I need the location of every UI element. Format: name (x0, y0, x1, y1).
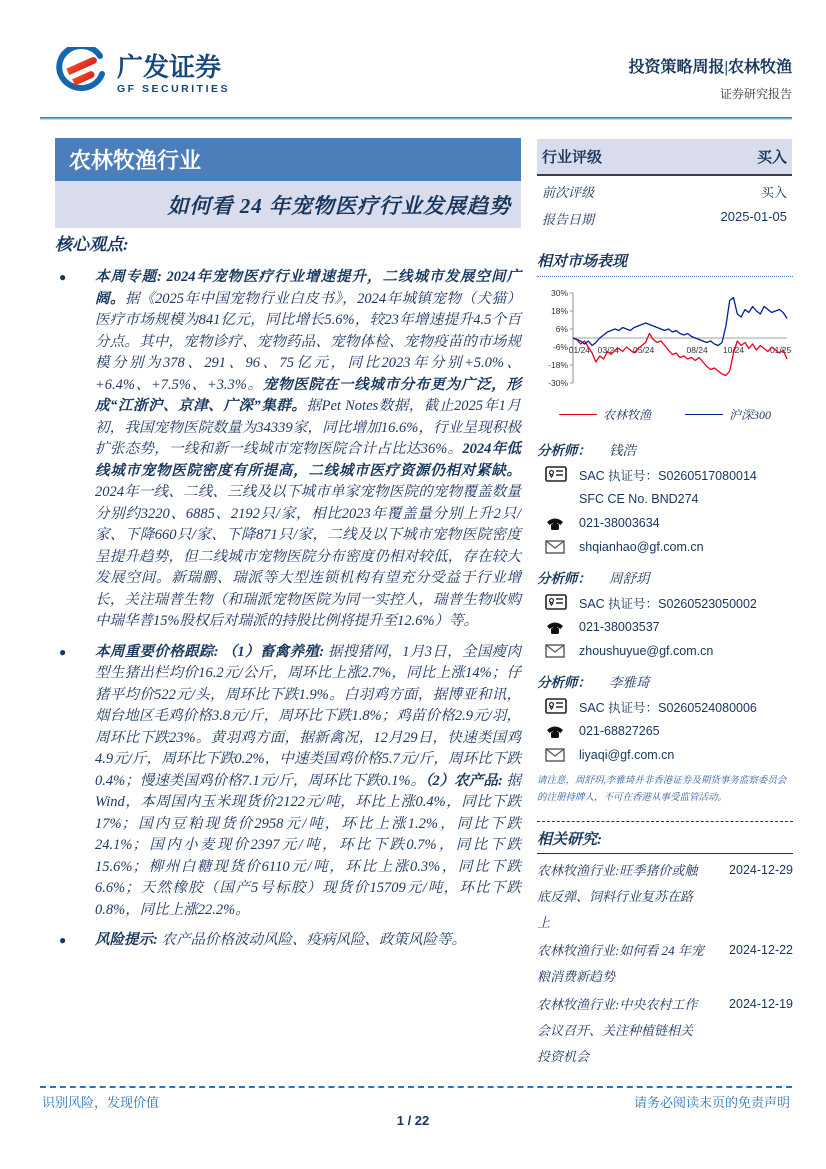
svg-text:10/24: 10/24 (722, 345, 745, 355)
related-item-date: 2024-12-22 (729, 943, 793, 958)
analyst-block (537, 439, 793, 557)
analyst-email[interactable]: shqianhao@gf.com.cn (579, 540, 704, 554)
legend-line-swatch (685, 414, 723, 415)
svg-text:01/25: 01/25 (769, 345, 792, 355)
envelope-icon (545, 748, 579, 762)
svg-text:03/24: 03/24 (597, 345, 619, 355)
svg-text:-18%: -18% (548, 359, 568, 370)
phone-icon (545, 724, 579, 739)
page-header (55, 46, 792, 102)
report-series-label: 投资策略周报|农林牧渔 (628, 59, 792, 76)
relative-performance-chart (537, 285, 793, 423)
related-heading: 相关研究: (537, 828, 793, 854)
analyst-info-row (545, 745, 793, 765)
svg-text:6%: 6% (555, 323, 568, 334)
svg-text:30%: 30% (550, 287, 568, 298)
analyst-email[interactable]: liyaqi@gf.com.cn (579, 748, 675, 762)
analyst-name: 钱浩 (609, 443, 636, 458)
analyst-label: 分析师： (537, 443, 591, 458)
related-item-list (537, 858, 793, 1070)
title-banner (55, 138, 521, 228)
legend-item (559, 406, 651, 423)
prev-rating-value: 买入 (760, 185, 787, 200)
prev-rating-label: 前次评级 (542, 185, 595, 200)
chart-legend (537, 406, 793, 423)
analyst-name: 李雅琦 (609, 675, 650, 690)
legend-label: 农林牧渔 (602, 408, 651, 422)
certificate-icon (545, 698, 579, 716)
related-item[interactable] (537, 992, 793, 1070)
chart-heading: 相对市场表现 (537, 250, 793, 277)
analyst-label: 分析师： (537, 571, 591, 586)
rating-label: 行业评级 (542, 150, 603, 166)
legend-line-swatch (559, 414, 597, 415)
industry-name: 农林牧渔行业 (55, 138, 521, 181)
analyst-info-row (545, 465, 793, 485)
rating-box (537, 139, 792, 230)
bullet-dot-icon: ● (59, 644, 67, 659)
analyst-phone: 021-38003537 (579, 620, 660, 634)
phone-icon (545, 516, 579, 531)
performance-chart-canvas (537, 285, 793, 400)
report-date-label: 报告日期 (542, 212, 595, 227)
analyst-license: SAC 执证号：S0260517080014 (579, 469, 757, 483)
report-date-value: 2025-01-05 (720, 209, 787, 224)
svg-text:01/24: 01/24 (568, 345, 591, 355)
legend-item (685, 406, 771, 423)
page-number: 1 / 22 (396, 1113, 430, 1128)
analyst-info-row (545, 537, 793, 557)
sidebar (537, 250, 793, 1072)
core-viewpoints (55, 230, 521, 961)
analyst-label: 分析师： (537, 675, 591, 690)
analyst-info-row (545, 641, 793, 661)
brand (55, 46, 230, 102)
core-bullet-list (55, 267, 521, 952)
related-research (537, 821, 793, 1070)
analyst-email[interactable]: zhoushuyue@gf.com.cn (579, 644, 714, 658)
phone-icon (545, 620, 579, 635)
analyst-note: 请注意，周舒玥,李雅琦并非香港证券及期货事务监察委员会的注册持牌人，不可在香港从事受监管活动。 (537, 776, 787, 804)
analyst-info-row (545, 721, 793, 741)
analyst-license: SAC 执证号：S0260524080006 (579, 701, 757, 715)
gf-logo-icon (55, 47, 107, 102)
related-item-title[interactable]: 农林牧渔行业:中央农村工作会议召开、关注种植链相关投资机会 (537, 997, 698, 1065)
footer-divider (40, 1086, 792, 1088)
related-item-date: 2024-12-19 (729, 997, 793, 1012)
analyst-block (537, 567, 793, 661)
analyst-list (537, 439, 793, 765)
svg-text:18%: 18% (550, 305, 568, 316)
analyst-phone: 021-68827265 (579, 724, 660, 738)
bullet-text: 本周专题: 2024年宠物医疗行业增速提升，二线城市发展空间广阔。据《2025年中国宠物行业白皮书》，2024年城镇宠物（犬猫）医疗市场规模为841亿元，同比增长5.6%，较23年增速提升4.5个百分点。其中，宠物诊疗、宠物药品、宠物体检、宠物疫苗的市场规模分别为378、291、96、75亿元，同比2023年分别+5.0%、+6.4%、+7.5%、+3.3%。宠物医院在一线城市分布更为广泛，形成“江浙沪、京津、广深”集群。据Pet Notes数据，截止2025年1月初，我国宠物医院数量为34339家，同比增加16.6%，行业呈现积极扩张态势，一线和新一线城市宠物医院合计占比达36%。2024年低线城市宠物医院密度有所提高，二线城市医疗资源仍相对紧缺。2024年一线、二线、三线及以下城市单家宠物医院的宠物覆盖数量分别约3220、6885、2192只/家，相比2023年覆盖量分别上升2只/家、下降660只/家、下降871只/家，二线及以下城市宠物医院密度呈提升趋势，但二线城市宠物医院分布密度仍相对较低，存在较大发展空间。新瑞鹏、瑞派等大型连锁机构有望充分受益于行业增长，关注瑞普生物（和瑞派宠物医院为同一实控人，瑞普生物收购中瑞华普15%股权后对瑞派的持股比例将提升至12.6%）等。 (95, 269, 522, 629)
footer-slogan: 识别风险，发现价值 (42, 1095, 160, 1110)
brand-name-en: GF SECURITIES (117, 82, 231, 95)
core-heading: 核心观点: (55, 235, 129, 254)
analyst-license: SAC 执证号：S0260523050002 (579, 597, 757, 611)
related-item-title[interactable]: 农林牧渔行业:旺季猪价或触底反弹、饲料行业复苏在路上 (537, 863, 698, 931)
analyst-info-row (545, 489, 793, 509)
header-divider (40, 117, 792, 120)
bullet-item (55, 642, 521, 922)
related-item-date: 2024-12-29 (729, 863, 793, 878)
certificate-icon (545, 466, 579, 484)
bullet-item (55, 267, 521, 633)
rating-value: 买入 (756, 150, 787, 166)
related-item[interactable] (537, 858, 793, 936)
analyst-info-row (545, 617, 793, 637)
doc-type-label: 证券研究报告 (719, 87, 792, 101)
envelope-icon (545, 644, 579, 658)
analyst-info-row (545, 513, 793, 533)
analyst-license: SFC CE No. BND274 (579, 492, 699, 506)
svg-text:-6%: -6% (552, 341, 568, 352)
bullet-text: 本周重要价格跟踪: （1）畜禽养殖: 据搜猪网，1月3日，全国瘦肉型生猪出栏均价16.2元/公斤，周环比上涨2.7%，同比上涨14%；仔猪平均价522元/头，周环比下跌1.9%。白羽鸡方面，据博亚和讯，烟台地区毛鸡价格3.8元/斤，周环比下跌1.8%；鸡苗价格2.9元/羽，周环比下跌23%。黄羽鸡方面，据新禽况，12月29日，快速类国鸡4.9元/斤，周环比下跌0.2%，中速类国鸡价格5.7元/斤，周环比下跌0.4%；慢速类国鸡价格7.1元/斤，周环比下跌0.1%。（2）农产品: 据Wind，本周国内玉米现货价2122元/吨，环比上涨0.4%，同比下跌17%；国内豆粕现货价2958元/吨，环比上涨1.2%，同比下跌24.1%；国内小麦现价2397元/吨，环比下跌0.7%，同比下跌15.6%；柳州白糖现货价6110元/吨，环比上涨0.3%，同比下跌6.6%；天然橡胶（国产5号标胶）现货价15709元/吨，环比下跌0.8%，同比上涨22.2%。 (95, 643, 522, 918)
brand-name-cn: 广发证券 (117, 51, 222, 82)
analyst-block (537, 671, 793, 765)
svg-text:08/24: 08/24 (686, 345, 708, 355)
svg-text:-30%: -30% (548, 377, 568, 388)
legend-label: 沪深300 (729, 408, 772, 422)
report-title: 如何看 24 年宠物医疗行业发展趋势 (55, 181, 521, 228)
svg-text:05/24: 05/24 (632, 345, 655, 355)
bullet-text: 风险提示: 农产品价格波动风险、疫病风险、政策风险等。 (95, 932, 466, 948)
analyst-info-row (545, 697, 793, 717)
certificate-icon (545, 594, 579, 612)
bullet-item (55, 930, 521, 952)
bullet-dot-icon: ● (59, 270, 67, 284)
analyst-phone: 021-38003634 (579, 516, 660, 530)
analyst-name: 周舒玥 (609, 571, 650, 586)
related-item[interactable] (537, 938, 793, 990)
footer-disclaimer: 请务必阅读末页的免责声明 (633, 1095, 790, 1110)
analyst-info-row (545, 593, 793, 613)
bullet-dot-icon: ● (59, 933, 67, 947)
related-item-title[interactable]: 农林牧渔行业:如何看 24 年宠粮消费新趋势 (537, 943, 704, 985)
envelope-icon (545, 540, 579, 554)
